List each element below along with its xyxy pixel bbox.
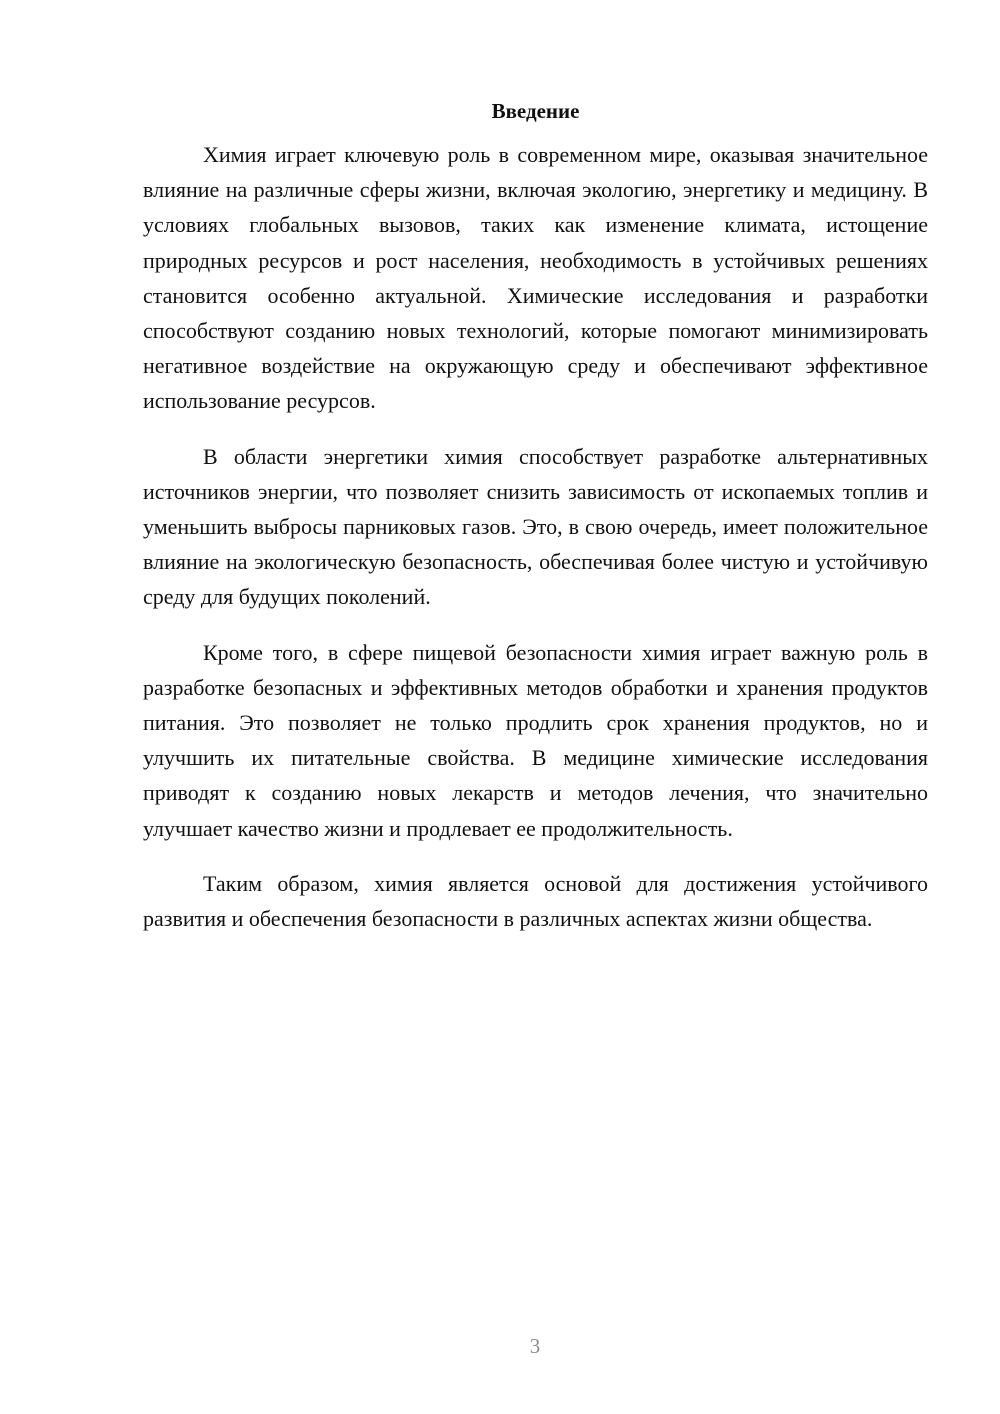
page-number: 3 <box>529 1334 541 1358</box>
paragraph-conclusion: Таким образом, химия является основой для достижения устойчивого развития и обеспечения безопасности в различных аспектах жизни общества. <box>143 870 928 932</box>
paragraph-energy: В области энергетики химия способствует разработке альтернативных источников энергии, что позволяет снизить зависимость от ископаемых топлив и уменьшить выбросы парниковых газов. Это, в свою очередь, имеет положительное влияние на экологическую безопасность, обеспечивая более чистую и устойчивую среду для будущих поколений. <box>143 443 928 610</box>
paragraph-food-medicine: Кроме того, в сфере пищевой безопасности химия играет важную роль в разработке безопасных и эффективных методов обработки и хранения продуктов питания. Это позволяет не только продлить срок хранения продуктов, но и улучшить их питательные свойства. В медицине химические исследования приводят к созданию новых лекарств и методов лечения, что значительно улучшает качество жизни и продлевает ее продолжительность. <box>143 639 928 841</box>
section-heading: Введение <box>491 99 580 123</box>
paragraph-intro: Химия играет ключевую роль в современном мире, оказывая значительное влияние на различные сферы жизни, включая экологию, энергетику и медицину. В условиях глобальных вызовов, таких как изменение климата, истощение природных ресурсов и рост населения, необходимость в устойчивых решениях становится особенно актуальной. Химические исследования и разработки способствуют созданию новых технологий, которые помогают минимизировать негативное воздействие на окружающую среду и обеспечивают эффективное использование ресурсов. <box>143 142 928 414</box>
page-content <box>143 96 928 956</box>
